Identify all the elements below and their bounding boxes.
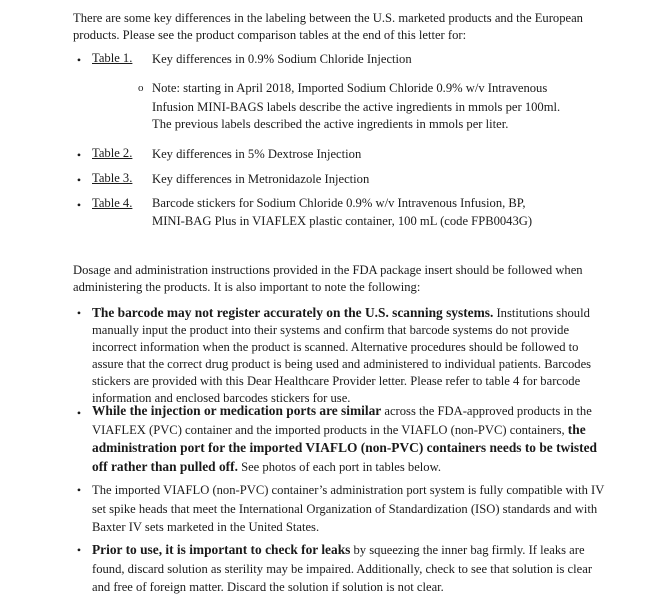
bullet-ports: • xyxy=(76,406,82,420)
table-4-description-line-1: Barcode stickers for Sodium Chloride 0.9% w/v Intravenous Infusion, BP, xyxy=(152,196,526,210)
table-2-label: Table 2. xyxy=(92,146,133,160)
note-sub-bullet: o xyxy=(138,82,144,94)
bullet-leaks: • xyxy=(76,543,82,557)
ports-warning-bold-1: While the injection or medication ports are similar xyxy=(92,403,382,418)
table-4-description-line-2: MINI-BAG Plus in VIAFLEX plastic container, 100 mL (code FPB0043G) xyxy=(152,214,533,228)
compatibility-note: The imported VIAFLO (non-PVC) container’s administration port system is fully compatible with IV set spike heads that meet the International Organization of Standardization (ISO) standards and with Baxter IV sets marketed in the United States. xyxy=(92,483,605,534)
bullet-table-1: • xyxy=(76,53,82,67)
leak-check-bold: Prior to use, it is important to check for leaks xyxy=(92,542,351,557)
note-line-3: The previous labels described the active ingredients in mmols per liter. xyxy=(152,117,509,131)
table-2-description: Key differences in 5% Dextrose Injection xyxy=(152,147,362,161)
leak-check-text: by squeezing the inner bag firmly. If leaks are found, discard solution as sterility may be impaired. Additionally, check to see that solution is clear and free of foreign matter. Discard the solution if solution is not clear. xyxy=(92,543,593,594)
table-4-label: Table 4. xyxy=(92,196,133,210)
bullet-table-2: • xyxy=(76,148,82,162)
barcode-warning xyxy=(92,304,612,407)
table-3-label: Table 3. xyxy=(92,171,133,185)
table-1-label: Table 1. xyxy=(92,51,133,65)
note-line-1: Note: starting in April 2018, Imported Sodium Chloride 0.9% w/v Intravenous xyxy=(152,81,548,95)
bullet-barcode: • xyxy=(76,306,82,320)
dosage-paragraph: Dosage and administration instructions provided in the FDA package insert should be followed when administering the products. It is also important to note the following: xyxy=(73,263,583,294)
barcode-warning-text: Institutions should manually input the product into their systems and confirm that barcode systems do not provide incorrect information when the product is scanned. Alternative procedures should be followed to assure that the correct drug product is being used and administered to individual patients. Barcodes stickers are provided with this Dear Healthcare Provider letter. Please refer to table 4 for barcode information and enclosed barcodes stickers for use. xyxy=(92,306,592,405)
bullet-table-3: • xyxy=(76,173,82,187)
ports-warning-text-1: across the FDA-approved products in the VIAFLEX (PVC) container and the imported products in the VIAFLO (non-PVC) containers, xyxy=(92,404,592,437)
leak-check-note xyxy=(92,541,612,597)
barcode-warning-bold: The barcode may not register accurately on the U.S. scanning systems. xyxy=(92,305,494,320)
ports-warning xyxy=(92,402,612,476)
ports-warning-bold-2: the administration port for the imported VIAFLO (non-PVC) containers needs to be twisted off rather than pulled off. xyxy=(92,421,597,474)
bullet-table-4: • xyxy=(76,198,82,212)
ports-warning-text-2: See photos of each port in tables below. xyxy=(237,459,442,474)
table-3-description: Key differences in Metronidazole Injection xyxy=(152,172,370,186)
intro-paragraph: There are some key differences in the labeling between the U.S. marketed products and the European products. Please see the product comparison tables at the end of this letter for: xyxy=(73,11,583,42)
table-1-description: Key differences in 0.9% Sodium Chloride Injection xyxy=(152,52,412,66)
note-line-2: Infusion MINI-BAGS labels describe the active ingredients in mmols per 100ml. xyxy=(152,100,561,114)
bullet-compatibility: • xyxy=(76,483,82,497)
